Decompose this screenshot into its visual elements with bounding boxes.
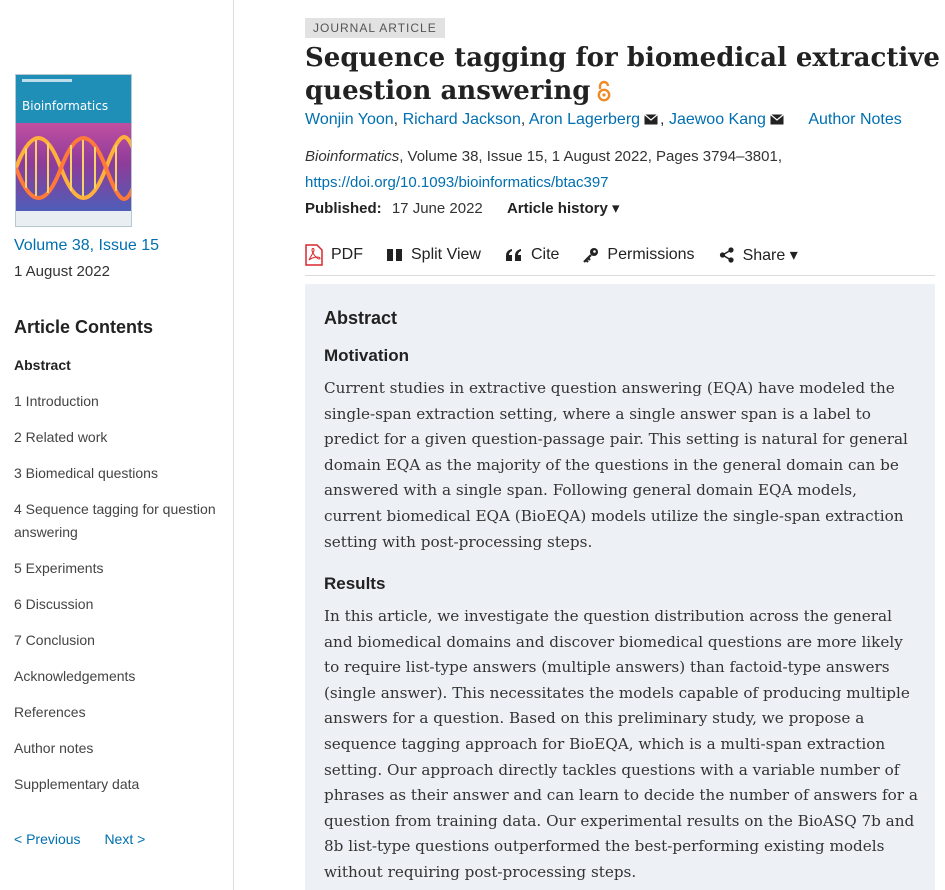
volume-issue-link[interactable]: Volume 38, Issue 15 xyxy=(14,237,159,254)
publication-info xyxy=(305,199,620,217)
pdf-button[interactable] xyxy=(305,240,363,270)
results-heading: Results xyxy=(324,574,386,593)
pdf-icon xyxy=(305,244,323,266)
toc-item-experiments[interactable]: 5 Experiments xyxy=(14,560,104,576)
quote-icon xyxy=(505,248,523,262)
toc-item-supplementary-data[interactable]: Supplementary data xyxy=(14,776,140,792)
previous-article-link[interactable]: < Previous xyxy=(14,831,81,847)
abstract-heading: Abstract xyxy=(324,308,398,328)
motivation-heading: Motivation xyxy=(324,346,409,365)
cite-label: Cite xyxy=(530,246,560,263)
pdf-label: PDF xyxy=(331,246,363,263)
article-contents-list xyxy=(14,354,229,809)
article-type-badge: JOURNAL ARTICLE xyxy=(305,18,445,38)
open-access-icon xyxy=(596,78,612,111)
author-separator: , xyxy=(660,111,669,128)
toc-item-references[interactable]: References xyxy=(14,704,86,720)
motivation-paragraph: Current studies in extractive question answering (EQA) have modeled the single-span extraction setting, where a single answer span is a label to predict for a given question-passage pair. This setting is natural for general domain EQA as the majority of the questions in the general domain can be answered with a single span. Following general domain EQA models, current biomedical EQA (BioEQA) models utilize the single-span extraction setting with post-processing steps. xyxy=(324,379,908,551)
split-view-icon xyxy=(387,248,403,262)
toc-item-sequence-tagging[interactable]: 4 Sequence tagging for question answering xyxy=(14,501,216,540)
share-icon xyxy=(719,247,735,263)
sidebar xyxy=(0,0,234,890)
toc-item-conclusion[interactable]: 7 Conclusion xyxy=(14,632,95,648)
author-link[interactable]: Richard Jackson xyxy=(402,111,521,128)
journal-cover-image[interactable] xyxy=(15,74,132,227)
dna-helix-graphic xyxy=(16,123,132,213)
author-link[interactable]: Jaewoo Kang xyxy=(668,111,766,128)
author-link[interactable]: Aron Lagerberg xyxy=(528,111,641,128)
toc-item-biomedical-questions[interactable]: 3 Biomedical questions xyxy=(14,465,158,481)
envelope-icon[interactable] xyxy=(770,112,784,130)
permissions-button[interactable] xyxy=(583,240,694,270)
citation-details: , Volume 38, Issue 15, 1 August 2022, Pages 3794–3801, xyxy=(399,148,782,165)
author-separator: , xyxy=(393,111,403,128)
article-contents-heading: Article Contents xyxy=(14,317,154,337)
cover-top-bar xyxy=(22,79,72,82)
author-separator: , xyxy=(520,111,529,128)
cover-title: Bioinformatics xyxy=(22,99,109,113)
toc-item-abstract[interactable]: Abstract xyxy=(14,357,71,373)
author-link[interactable]: Wonjin Yoon xyxy=(305,111,394,128)
cite-button[interactable] xyxy=(505,240,559,270)
article-history-toggle[interactable]: Article history ▾ xyxy=(506,200,620,217)
author-notes-link[interactable]: Author Notes xyxy=(808,111,902,128)
article-title xyxy=(305,42,945,111)
article-title-text: Sequence tagging for biomedical extractive question answering xyxy=(305,43,940,106)
key-icon xyxy=(583,247,599,263)
toc-item-author-notes[interactable]: Author notes xyxy=(14,740,94,756)
toc-item-related-work[interactable]: 2 Related work xyxy=(14,429,108,445)
published-date: 17 June 2022 xyxy=(391,200,483,217)
toc-item-introduction[interactable]: 1 Introduction xyxy=(14,393,99,409)
article-toolbar xyxy=(305,240,935,276)
cover-bottom-bar xyxy=(16,211,132,226)
envelope-icon[interactable] xyxy=(644,112,658,130)
author-list xyxy=(305,111,902,130)
abstract-section xyxy=(305,284,935,890)
issue-date: 1 August 2022 xyxy=(14,263,110,280)
published-label: Published: xyxy=(305,200,382,217)
permissions-label: Permissions xyxy=(607,246,695,263)
share-label: Share ▾ xyxy=(742,247,798,264)
split-view-label: Split View xyxy=(411,246,481,263)
citation-line xyxy=(305,148,782,165)
article-pager xyxy=(14,831,165,847)
toc-item-discussion[interactable]: 6 Discussion xyxy=(14,596,94,612)
results-paragraph: In this article, we investigate the question distribution across the general and biomedical domains and discover biomedical questions are more likely to require list-type answers (multiple answers) than factoid-type answers (single answer). This necessitates the models capable of producing multiple answers for a question. Based on this preliminary study, we propose a sequence tagging approach for BioEQA, which is a multi-span extraction setting. Our approach directly tackles questions with a variable number of phrases as their answer and can learn to decide the number of answers for a question from training data. Our experimental results on the BioASQ 7b and 8b list-type questions outperformed the best-performing existing models without requiring post-processing steps. xyxy=(324,607,918,881)
split-view-button[interactable] xyxy=(387,240,481,270)
doi-link[interactable]: https://doi.org/10.1093/bioinformatics/btac397 xyxy=(305,174,609,191)
journal-name: Bioinformatics xyxy=(305,148,400,165)
next-article-link[interactable]: Next > xyxy=(104,831,146,847)
share-button[interactable] xyxy=(719,240,798,270)
toc-item-acknowledgements[interactable]: Acknowledgements xyxy=(14,668,136,684)
